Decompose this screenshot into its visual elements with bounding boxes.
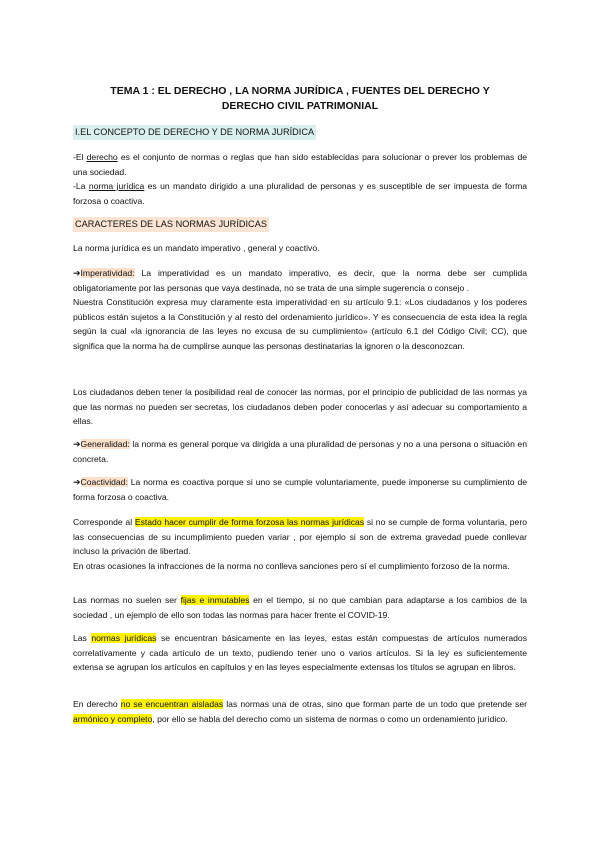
fijas-post: en el tiempo, si no que cambian para adaptarse a los cambios de la sociedad , un ejemplo de ello son todas las normas para hacer frente el COVID-19. — [73, 595, 527, 620]
title-line-2: DERECHO CIVIL PATRIMONIAL — [221, 100, 379, 112]
paragraph-publicidad: Los ciudadanos deben tener la posibilidad real de conocer las normas, por el principio de publicidad de las normas ya que las normas no pueden ser secretas, los ciudadanos deben poder conocerlas y así adecuar su comportamiento a ellas. — [73, 387, 527, 427]
highlight-armonico: armónico y completo — [73, 713, 153, 724]
generalidad-text: la norma es general porque va dirigida a una pluralidad de personas y no a una persona o situación en concreta. — [73, 439, 527, 464]
section-heading-concepto: I.EL CONCEPTO DE DERECHO Y DE NORMA JURÍDICA — [73, 125, 316, 140]
title-line-1: TEMA 1 : EL DERECHO , LA NORMA JURÍDICA , FUENTES DEL DERECHO Y — [110, 85, 490, 97]
paragraph-generalidad — [73, 437, 527, 466]
paragraph-coactividad — [73, 475, 527, 504]
def1-pre: -El — [73, 152, 87, 162]
imperatividad-text: La imperatividad es un mandato imperativo, es decir, que la norma debe ser cumplida obligatoriamente por las personas que vaya destinada, no se trata de una simple sugerencia o consejo . — [73, 268, 527, 293]
arrow-icon: ➔ — [73, 268, 81, 278]
term-imperatividad: Imperatividad: — [80, 268, 135, 278]
term-coactividad: Coactividad: — [80, 477, 128, 487]
section-heading-caracteres: CARACTERES DE LAS NORMAS JURÍDICAS — [73, 217, 269, 232]
def1-post: es el conjunto de normas o reglas que han sido establecidas para solucionar o prever los problemas de una sociedad. — [73, 152, 528, 177]
coactividad-text: La norma es coactiva porque si uno se cumple voluntariamente, puede imponerse su cumplimiento de forma forzosa o coactiva. — [73, 477, 527, 502]
term-derecho: derecho — [86, 152, 118, 162]
highlight-normas: normas jurídicas — [91, 633, 157, 643]
arrow-icon: ➔ — [73, 439, 81, 449]
paragraph-fijas — [73, 593, 527, 622]
estado-line2: En otras ocasiones la infracciones de la norma no conlleva sanciones pero sí el cumplimiento forzoso de la norma. — [73, 560, 510, 571]
def2-post: es un mandato dirigido a una pluralidad de personas y es susceptible de ser impuesta de forma forzosa o coactiva. — [73, 181, 528, 206]
def2-pre: -La — [73, 181, 89, 192]
paragraph-leyes — [73, 631, 527, 675]
leyes-post: se encuentran básicamente en las leyes, estas están compuestas de artículos numerados correlativamente y cada artículo de un texto, pudiendo tener uno o varios artículos. Si la ley es suficientemente extensa se agrupan los artículos en capítulos y en las leyes especialmente extensas los títulos se agrupan en libros. — [73, 633, 527, 673]
highlight-estado: Estado hacer cumplir de forma forzosa las normas jurídicas — [134, 517, 365, 527]
paragraph-imperatividad — [73, 266, 527, 354]
leyes-pre: Las — [73, 633, 92, 643]
arrow-icon: ➔ — [73, 477, 81, 487]
fijas-pre: Las normas no suelen ser — [73, 595, 181, 605]
paragraph-estado — [73, 515, 527, 573]
estado-pre: Corresponde al — [73, 517, 135, 527]
term-generalidad: Generalidad: — [80, 439, 130, 449]
imperatividad-constitucion: Nuestra Constitución expresa muy claramente esta imperatividad en su artículo 9.1: «Los ciudadanos y los poderes públicos están sujetos a la Constitución y al resto del ordenamiento jurídico». Y es consecuencia de esta idea la regla según la cual «la ignorancia de las leyes no excusa de su cumplimiento» (artículo 6.1 del Código Civil; CC), que significa que la norma ha de cumplirse aunque las personas destinatarias la ignoren o la desconozcan. — [73, 297, 527, 351]
highlight-fijas: fijas e inmutables — [180, 595, 250, 605]
paragraph-definiciones — [73, 150, 527, 208]
aisladas-mid: las normas una de otras, sino que forman parte de un todo que pretende ser — [223, 699, 527, 709]
aisladas-post: , por ello se habla del derecho como un sistema de normas o como un ordenamiento jurídico. — [152, 713, 508, 724]
term-norma-juridica: norma jurídica — [88, 181, 145, 192]
highlight-aisladas: no se encuentran aisladas — [120, 699, 224, 709]
paragraph-intro: La norma jurídica es un mandato imperativo , general y coactivo. — [73, 243, 320, 253]
paragraph-aisladas — [73, 697, 527, 726]
document-title — [60, 84, 540, 114]
aisladas-pre: En derecho — [73, 699, 121, 709]
estado-post: si no se cumple de forma voluntaria, pero las consecuencias de su incumplimiento pueden variar , por ejemplo si son de extrema gravedad puede conllevar incluso la privación de libertad. — [73, 517, 527, 557]
